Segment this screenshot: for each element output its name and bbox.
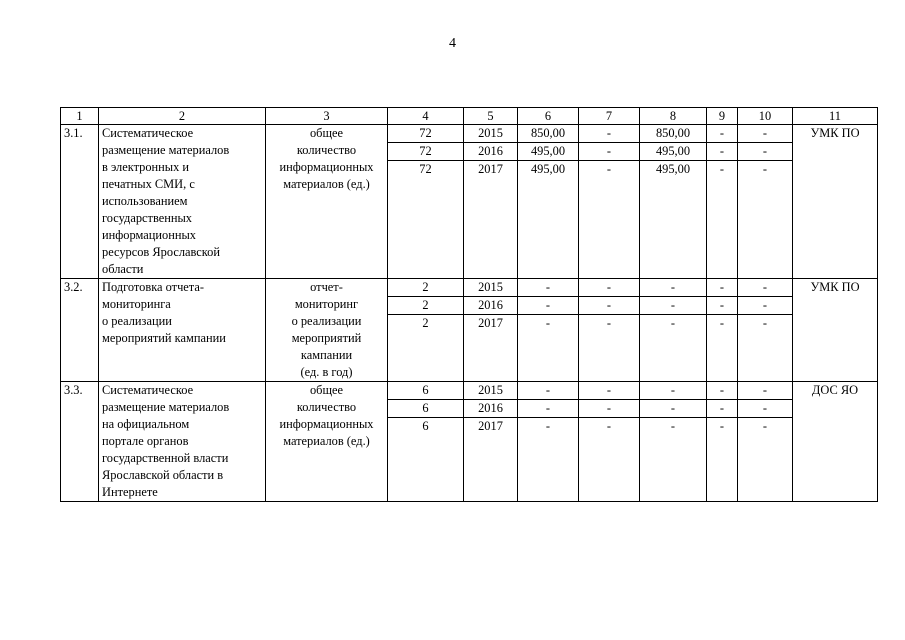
value-cell: - (707, 125, 738, 143)
value-cell: - (579, 400, 640, 418)
year-cell: 2016 (464, 400, 518, 418)
value-cell: 495,00 (518, 161, 579, 279)
year-cell: 2015 (464, 125, 518, 143)
value-cell: - (707, 382, 738, 400)
value-cell: - (707, 143, 738, 161)
value-cell: 72 (388, 125, 464, 143)
header-cell: 10 (738, 108, 793, 125)
executor-cell: УМК ПО (793, 125, 878, 279)
value-cell: - (579, 125, 640, 143)
value-cell: - (579, 418, 640, 502)
header-cell: 1 (61, 108, 99, 125)
row-number: 3.1. (61, 125, 99, 279)
value-cell: - (738, 297, 793, 315)
value-cell: - (640, 315, 707, 382)
value-cell: - (579, 161, 640, 279)
value-cell: 6 (388, 382, 464, 400)
value-cell: - (738, 143, 793, 161)
value-cell: 2 (388, 279, 464, 297)
value-cell: - (738, 161, 793, 279)
value-cell: - (707, 161, 738, 279)
program-table (60, 107, 878, 502)
header-cell: 5 (464, 108, 518, 125)
value-cell: - (640, 400, 707, 418)
value-cell: - (579, 143, 640, 161)
executor-cell: УМК ПО (793, 279, 878, 382)
indicator-cell: общее количество информационных материалов (ед.) (266, 125, 388, 279)
header-cell: 2 (99, 108, 266, 125)
value-cell: - (707, 400, 738, 418)
value-cell: - (738, 279, 793, 297)
page-number: 4 (449, 36, 456, 51)
value-cell: 6 (388, 400, 464, 418)
value-cell: - (707, 297, 738, 315)
activity-cell: Систематическое размещение материалов в электронных и печатных СМИ, с использованием государственных информационных ресурсов Ярославской области (99, 125, 266, 279)
year-cell: 2017 (464, 161, 518, 279)
header-cell: 9 (707, 108, 738, 125)
value-cell: - (707, 418, 738, 502)
value-cell: - (640, 418, 707, 502)
value-cell: 495,00 (640, 161, 707, 279)
value-cell: - (707, 279, 738, 297)
indicator-cell: отчет- мониторинг о реализации мероприятий кампании (ед. в год) (266, 279, 388, 382)
year-cell: 2016 (464, 297, 518, 315)
value-cell: 6 (388, 418, 464, 502)
value-cell: - (518, 382, 579, 400)
value-cell: 495,00 (640, 143, 707, 161)
year-cell: 2015 (464, 382, 518, 400)
header-cell: 3 (266, 108, 388, 125)
value-cell: 2 (388, 297, 464, 315)
value-cell: - (518, 400, 579, 418)
year-cell: 2017 (464, 315, 518, 382)
header-row (61, 108, 878, 125)
value-cell: - (518, 297, 579, 315)
year-cell: 2017 (464, 418, 518, 502)
header-cell: 6 (518, 108, 579, 125)
value-cell: - (738, 382, 793, 400)
table-row (61, 125, 878, 143)
activity-cell: Подготовка отчета- мониторинга о реализации мероприятий кампании (99, 279, 266, 382)
value-cell: - (640, 279, 707, 297)
indicator-cell: общее количество информационных материалов (ед.) (266, 382, 388, 502)
header-cell: 4 (388, 108, 464, 125)
value-cell: - (518, 315, 579, 382)
value-cell: - (518, 418, 579, 502)
value-cell: - (738, 125, 793, 143)
row-number: 3.3. (61, 382, 99, 502)
value-cell: 72 (388, 143, 464, 161)
value-cell: - (640, 297, 707, 315)
value-cell: 72 (388, 161, 464, 279)
year-cell: 2016 (464, 143, 518, 161)
value-cell: 850,00 (640, 125, 707, 143)
value-cell: 495,00 (518, 143, 579, 161)
value-cell: - (579, 297, 640, 315)
header-cell: 7 (579, 108, 640, 125)
value-cell: 2 (388, 315, 464, 382)
year-cell: 2015 (464, 279, 518, 297)
value-cell: - (738, 400, 793, 418)
row-number: 3.2. (61, 279, 99, 382)
activity-cell: Систематическое размещение материалов на официальном портале органов государственной власти Ярославской области в Интернете (99, 382, 266, 502)
value-cell: - (579, 279, 640, 297)
value-cell: 850,00 (518, 125, 579, 143)
table-row (61, 382, 878, 400)
table-row (61, 279, 878, 297)
value-cell: - (518, 279, 579, 297)
header-cell: 11 (793, 108, 878, 125)
value-cell: - (738, 418, 793, 502)
value-cell: - (707, 315, 738, 382)
value-cell: - (640, 382, 707, 400)
value-cell: - (738, 315, 793, 382)
value-cell: - (579, 382, 640, 400)
executor-cell: ДОС ЯО (793, 382, 878, 502)
header-cell: 8 (640, 108, 707, 125)
value-cell: - (579, 315, 640, 382)
